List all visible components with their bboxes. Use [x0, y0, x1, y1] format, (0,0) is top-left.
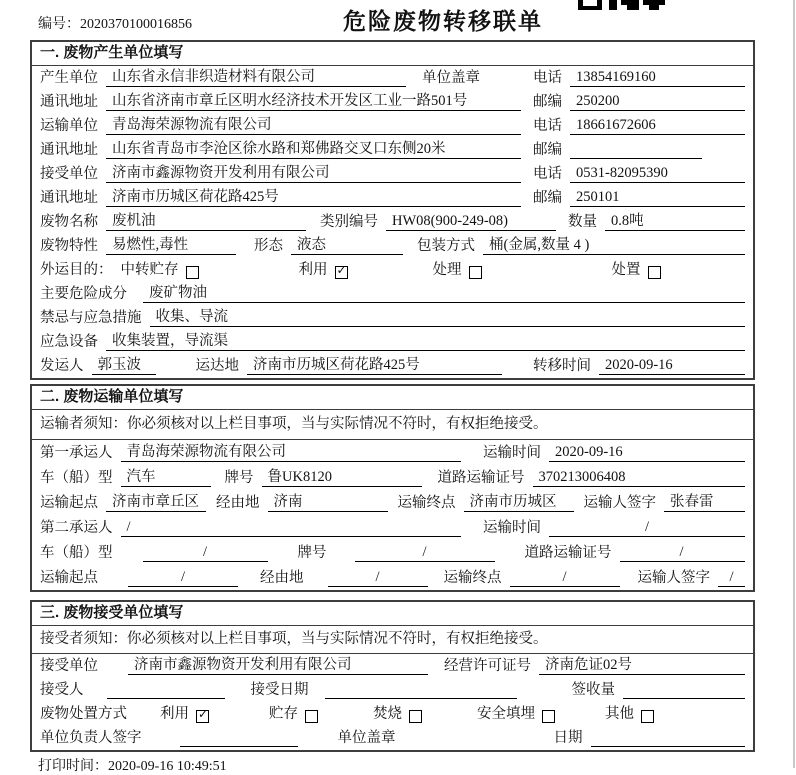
row-shipper — [32, 354, 753, 378]
responsible-label: 单位负责人签字 — [40, 730, 142, 746]
character-label: 废物特性 — [40, 238, 98, 254]
row-responsible — [32, 726, 753, 750]
doc-number-value: 2020370100016856 — [80, 17, 192, 32]
transport-time-label: 运输时间 — [483, 520, 541, 536]
transporter-phone-value: 18661672606 — [570, 116, 745, 135]
qr-code-icon — [578, 0, 666, 10]
transporter-address-value: 山东省青岛市李沧区徐水路和郑佛路交叉口东侧20米 — [106, 140, 521, 159]
shipper-label: 发运人 — [40, 358, 84, 374]
equipment-label: 应急设备 — [40, 334, 98, 350]
row-transfer-purpose — [32, 258, 753, 282]
carrier1-value: 青岛海荣源物流有限公司 — [121, 443, 461, 462]
print-time — [38, 755, 796, 775]
purpose-label: 外运目的： — [40, 262, 113, 278]
row-producer-address — [32, 90, 753, 114]
purpose-option-label: 中转贮存 — [120, 262, 179, 278]
row-waste-character — [32, 234, 753, 258]
transfer-time-value: 2020-09-16 — [599, 356, 745, 375]
disposal-option-label: 安全填埋 — [477, 706, 535, 722]
permit-value: 济南危证02号 — [539, 656, 745, 675]
purpose-option-label: 处理 — [432, 262, 462, 278]
transfer-time-label: 转移时间 — [533, 358, 591, 374]
disposal-option-landfill — [477, 705, 555, 723]
purpose-option-use — [299, 261, 348, 279]
character-value: 易燃性,毒性 — [106, 236, 236, 255]
origin-label: 运输起点 — [40, 495, 98, 511]
receiver-value: 济南市鑫源物资开发利用有限公司 — [106, 164, 521, 183]
destination-value: 济南市历城区荷花路425号 — [247, 356, 502, 375]
producer-zip-value: 250200 — [570, 92, 745, 111]
pack-value: 桶(金属,数量 4 ) — [483, 236, 745, 255]
transport-time-label: 运输时间 — [483, 445, 541, 461]
hazard-label: 主要危险成分 — [40, 286, 127, 302]
responsible-value — [180, 746, 298, 747]
checkbox-disposal-incinerate — [409, 710, 422, 723]
qty-value: 0.8吨 — [605, 212, 745, 231]
plate1-value: 鲁UK8120 — [262, 468, 422, 487]
checkbox-transfer-storage — [186, 266, 199, 279]
via-label: 经由地 — [216, 495, 260, 511]
plate2-value: / — [355, 543, 495, 562]
road-license2-value: / — [620, 543, 746, 562]
row-carrier1 — [32, 440, 753, 465]
page-edge-divider — [793, 0, 795, 768]
document-header — [0, 0, 796, 40]
receiver-notice: 接受者须知：你必须核对以上栏目事项，当与实际情况不符时，有权拒绝接受。 — [32, 626, 753, 654]
form-label: 形态 — [254, 238, 283, 254]
disposal-option-other — [605, 705, 654, 723]
receiver-label: 接受单位 — [40, 166, 98, 182]
row-receiver — [32, 162, 753, 186]
date-label: 日期 — [553, 730, 583, 746]
checkbox-disposal-landfill — [542, 710, 555, 723]
section-producer-title: 一. 废物产生单位填写 — [32, 42, 753, 66]
road-license-label: 道路运输证号 — [524, 545, 612, 561]
receiver-zip-value: 250101 — [570, 188, 745, 207]
disposal-option-label: 焚烧 — [373, 706, 402, 722]
row-route1 — [32, 490, 753, 515]
producer-label: 产生单位 — [40, 70, 98, 86]
section-transporter — [30, 384, 755, 592]
zip-label: 邮编 — [533, 94, 562, 110]
via-label: 经由地 — [260, 570, 304, 586]
producer-phone-value: 13854169160 — [570, 68, 745, 87]
end-label: 运输终点 — [397, 495, 456, 511]
page-title: 危险废物转移联单 — [343, 8, 543, 34]
row-acceptor — [32, 678, 753, 702]
form-value: 液态 — [291, 236, 403, 255]
taboo-value: 收集、导流 — [150, 308, 746, 327]
pack-label: 包装方式 — [417, 238, 475, 254]
end-label: 运输终点 — [443, 570, 502, 586]
acceptor-value — [107, 698, 225, 699]
receiver-address-value: 济南市历城区荷花路425号 — [106, 188, 521, 207]
row-disposal — [32, 702, 753, 726]
disposal-option-use — [160, 705, 209, 723]
carrier2-label: 第二承运人 — [40, 520, 113, 536]
unit-seal-label: 单位盖章 — [337, 730, 396, 746]
qty-label: 数量 — [568, 214, 597, 230]
sign1-value: 张春雷 — [664, 493, 745, 512]
transporter-value: 青岛海荣源物流有限公司 — [106, 116, 521, 135]
acceptor-label: 接受人 — [40, 682, 84, 698]
print-time-label: 打印时间： — [38, 759, 108, 774]
check-mark: ✓ — [198, 707, 209, 721]
category-value: HW08(900-249-08) — [386, 212, 556, 231]
row-producer — [32, 66, 753, 90]
transport-time2-value: / — [549, 518, 745, 537]
seal-label: 单位盖章 — [422, 70, 480, 86]
transport-time1-value: 2020-09-16 — [549, 443, 745, 462]
sign-qty-label: 签收量 — [571, 682, 615, 698]
transporter-label: 运输单位 — [40, 118, 98, 134]
phone-label: 电话 — [533, 70, 562, 86]
row-transporter-address — [32, 138, 753, 162]
purpose-option-label: 利用 — [298, 262, 328, 278]
disposal-option-label: 贮存 — [269, 706, 298, 722]
transporter-notice: 运输者须知：你必须核对以上栏目事项，当与实际情况不符时，有权拒绝接受。 — [32, 410, 753, 440]
producer-address-value: 山东省济南市章丘区明水经济技术开发区工业一路501号 — [106, 92, 521, 111]
receive-unit-label: 接受单位 — [40, 658, 98, 674]
producer-value: 山东省永信非织造材料有限公司 — [106, 68, 406, 87]
print-time-value: 2020-09-16 10:49:51 — [108, 759, 227, 774]
row-vehicle1 — [32, 465, 753, 490]
carrier1-label: 第一承运人 — [40, 445, 113, 461]
waste-name-label: 废物名称 — [40, 214, 98, 230]
plate-label: 牌号 — [297, 545, 327, 561]
origin-label: 运输起点 — [40, 570, 98, 586]
phone-label: 电话 — [533, 118, 562, 134]
carrier2-value: / — [121, 518, 461, 537]
equipment-value: 收集装置，导流渠 — [106, 332, 745, 351]
doc-number-label: 编号： — [38, 17, 80, 32]
disposal-option-incinerate — [373, 705, 422, 723]
taboo-label: 禁忌与应急措施 — [40, 310, 142, 326]
sign-qty-value — [623, 698, 745, 699]
disposal-option-label: 利用 — [160, 706, 189, 722]
section-receiver-title: 三. 废物接受单位填写 — [32, 602, 753, 626]
sign-label: 运输人签字 — [583, 495, 656, 511]
address-label: 通讯地址 — [40, 94, 98, 110]
checkbox-treat — [469, 266, 482, 279]
row-taboo — [32, 306, 753, 330]
address-label: 通讯地址 — [40, 142, 98, 158]
checkbox-disposal-use — [196, 707, 209, 723]
accept-date-value — [325, 698, 517, 699]
row-transporter — [32, 114, 753, 138]
purpose-option-transfer — [121, 261, 199, 279]
section-transporter-title: 二. 废物运输单位填写 — [32, 386, 753, 410]
check-mark: ✓ — [336, 263, 347, 277]
vehicle2-value: / — [143, 543, 268, 562]
road-license1-value: 370213006408 — [533, 468, 746, 487]
row-receive-unit — [32, 654, 753, 678]
via1-value: 济南 — [268, 493, 388, 512]
checkbox-disposal-store — [305, 710, 318, 723]
road-license-label: 道路运输证号 — [437, 470, 525, 486]
shipper-value: 郭玉波 — [92, 356, 156, 375]
zip-label: 邮编 — [533, 142, 562, 158]
origin1-value: 济南市章丘区 — [106, 493, 206, 512]
plate-label: 牌号 — [224, 470, 254, 486]
via2-value: / — [328, 568, 428, 587]
hazard-value: 废矿物油 — [143, 284, 745, 303]
vehicle1-value: 汽车 — [121, 468, 211, 487]
transporter-zip-value — [570, 158, 702, 159]
receiver-phone-value: 0531-82095390 — [570, 164, 745, 183]
purpose-option-dispose — [612, 261, 661, 279]
end2-value: / — [510, 568, 620, 587]
disposal-option-label: 其他 — [605, 706, 634, 722]
row-receiver-address — [32, 186, 753, 210]
section-producer — [30, 40, 755, 380]
disposal-option-store — [269, 705, 318, 723]
date-value — [591, 746, 746, 747]
waste-name-value: 废机油 — [106, 212, 306, 231]
origin2-value: / — [128, 568, 238, 587]
zip-label: 邮编 — [533, 190, 562, 206]
row-hazard — [32, 282, 753, 306]
row-route2 — [32, 565, 753, 590]
purpose-option-label: 处置 — [611, 262, 641, 278]
category-label: 类别编号 — [320, 214, 378, 230]
vehicle-label: 车（船）型 — [40, 470, 113, 486]
row-waste-name — [32, 210, 753, 234]
disposal-label: 废物处置方式 — [40, 706, 127, 722]
row-carrier2 — [32, 515, 753, 540]
row-vehicle2 — [32, 540, 753, 565]
address-label: 通讯地址 — [40, 190, 98, 206]
receive-unit-value: 济南市鑫源物资开发利用有限公司 — [128, 656, 428, 675]
permit-label: 经营许可证号 — [444, 658, 531, 674]
section-receiver — [30, 600, 755, 752]
destination-label: 运达地 — [195, 358, 239, 374]
purpose-option-treat — [433, 261, 482, 279]
checkbox-dispose — [648, 266, 661, 279]
sign2-value: / — [718, 568, 745, 587]
phone-label: 电话 — [533, 166, 562, 182]
vehicle-label: 车（船）型 — [40, 545, 113, 561]
checkbox-disposal-other — [641, 710, 654, 723]
checkbox-use — [335, 263, 348, 279]
sign-label: 运输人签字 — [637, 570, 710, 586]
end1-value: 济南市历城区 — [464, 493, 574, 512]
row-equipment — [32, 330, 753, 354]
accept-date-label: 接受日期 — [250, 682, 309, 698]
